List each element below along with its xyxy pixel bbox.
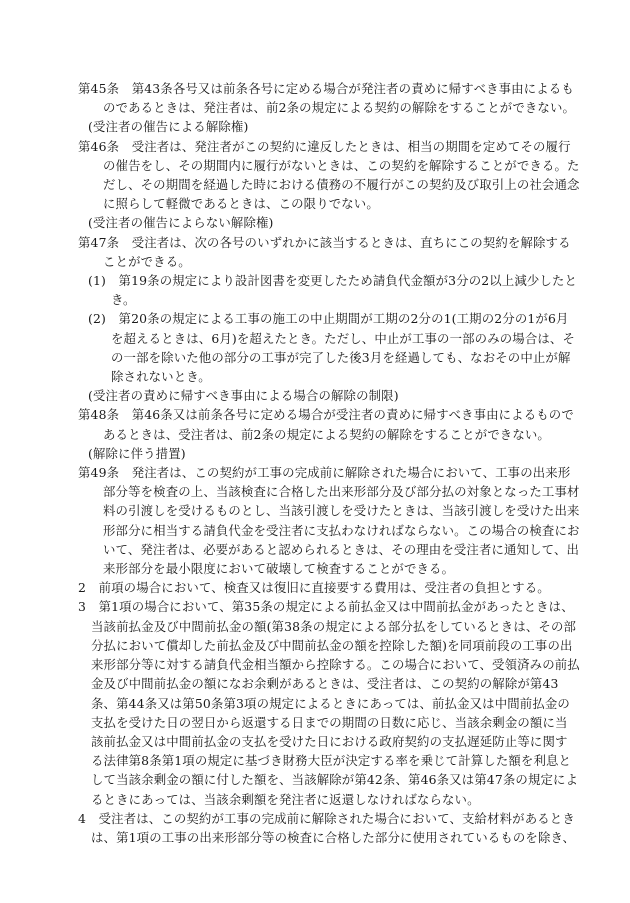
article-49-paragraph-2: 2 前項の場合において、検査又は復旧に直接要する費用は、受注者の負担とする。 <box>78 580 550 596</box>
article-49-paragraph-3: 3 第1項の場合において、第35条の規定による前払金又は中間前払金があったときは、当該前払金及び中間前払金の額(第38条の規定による部分払をしているときは、その部分払において償却した前払金及び中間前払金の額を控除した額)を同項前段の工事の出来形部分等に対する請負代金相当額から控除する。この場合において、受領済みの前払金及び中間前払金の額になお余剰があるときは、受注者は、この契約の解除が第43条、第44条又は第50条第3項の規定によるときにあっては、前払金又は中間前払金の支払を受けた日の翌日から返還する日までの期間の日数に応じ、当該余剰金の額に当該前払金又は中間前払金の支払を受けた日における政府契約の支払遅延防止等に関する法律第8条第1項の規定に基づき財務大臣が決定する率を乗じて計算した額を利息として当該余剰金の額に付した額を、当該解除が第42条、第46条又は第47条の規定によるときにあっては、当該余剰額を発注者に返還しなければならない。 <box>78 599 580 807</box>
article-46: 第46条 受注者は、発注者がこの契約に違反したときは、相当の期間を定めてその履行の催告をし、その期間内に履行がないときは、この契約を解除することができる。ただし、その期間を経過した時における債務の不履行がこの契約及び取引上の社会通念に照らして軽微であるときは、この限りでない。 <box>78 138 580 212</box>
article-47-item-2: (2) 第20条の規定による工事の施工の中止期間が工期の2分の1(工期の2分の1が6月を超えるときは、6月)を超えたとき。ただし、中止が工事の一部のみの場合は、その一部を除いた他の部分の工事が完了した後3月を経過しても、なおその中止が解除されないとき。 <box>88 311 575 385</box>
heading-article-47: (受注者の催告によらない解除権) <box>88 215 274 231</box>
article-45: 第45条 第43条各号又は前条各号に定める場合が発注者の責めに帰すべき事由によるものであるときは、発注者は、前2条の規定による契約の解除をすることができない。 <box>78 81 576 116</box>
article-48: 第48条 第46条又は前条各号に定める場合が受注者の責めに帰すべき事由によるものであるときは、受注者は、前2条の規定による契約の解除をすることができない。 <box>78 407 574 442</box>
article-49-paragraph-4: 4 受注者は、この契約が工事の完成前に解除された場合において、支給材料があるときは、第1項の工事の出来形部分等の検査に合格した部分に使用されているものを除き、 <box>78 810 576 845</box>
heading-article-48: (受注者の責めに帰すべき事由による場合の解除の制限) <box>88 388 399 404</box>
article-47-item-1: (1) 第19条の規定により設計図書を変更したため請負代金額が3分の2以上減少したとき。 <box>88 273 578 308</box>
heading-article-49: (解除に伴う措置) <box>88 445 186 461</box>
heading-article-46: (受注者の催告による解除権) <box>88 119 249 135</box>
article-49: 第49条 発注者は、この契約が工事の完成前に解除された場合において、工事の出来形部分等を検査の上、当該検査に合格した出来形部分及び部分払の対象となった工事材料の引渡しを受けるものとし、当該引渡しを受けたときは、当該引渡しを受けた出来形部分に相当する請負代金を受注者に支払わなければならない。この場合の検査において、発注者は、必要があると認められるときは、その理由を受注者に通知して、出来形部分を最小限度において破壊して検査することができる。 <box>78 465 580 577</box>
article-47: 第47条 受注者は、次の各号のいずれかに該当するときは、直ちにこの契約を解除することができる。 <box>78 234 571 269</box>
